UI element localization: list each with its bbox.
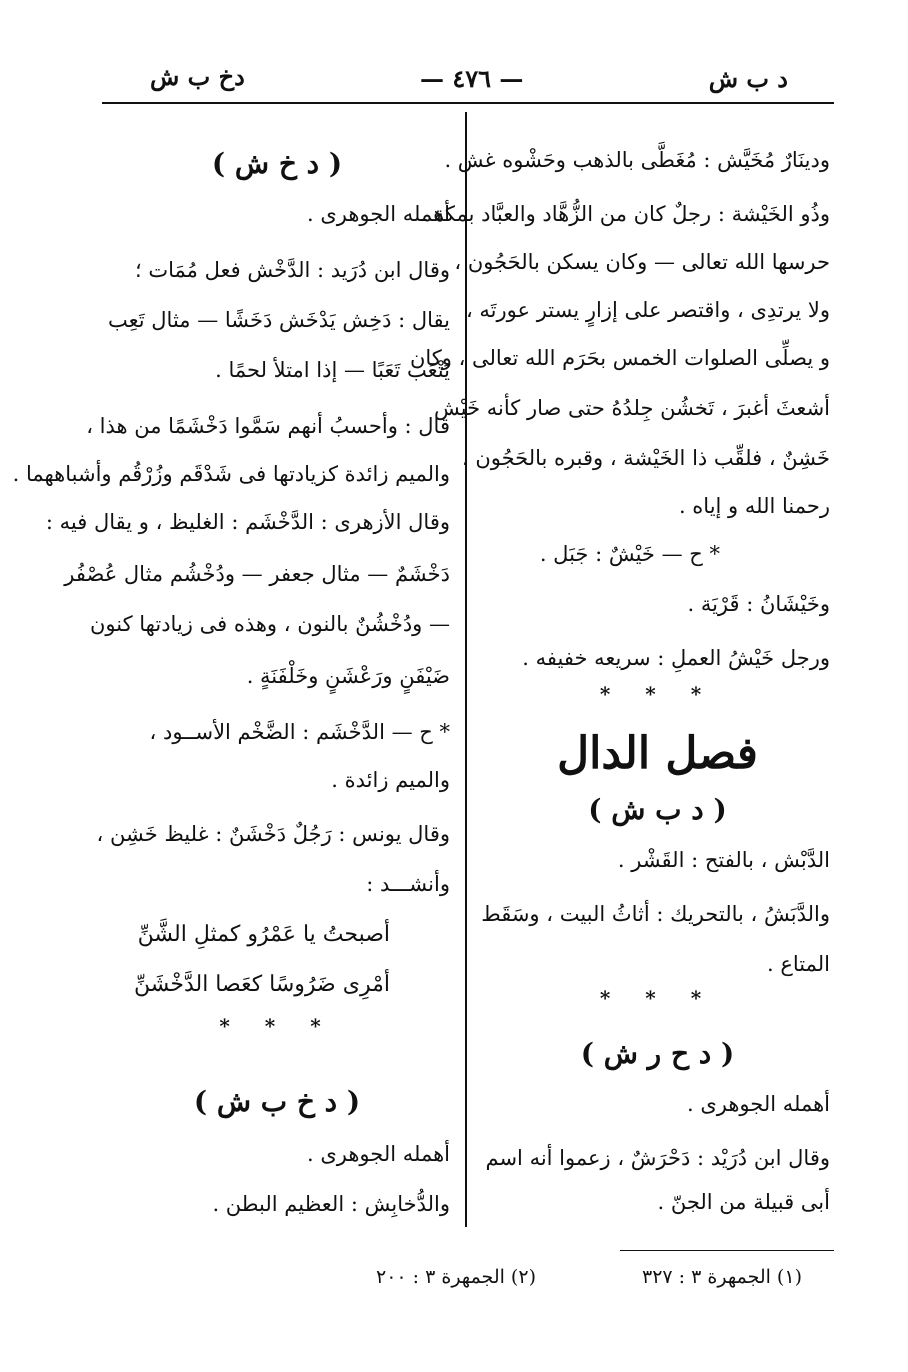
text-line: قال : وأحسبُ أنهم سَمَّوا دَخْشَمًا من هذا ، <box>86 414 450 438</box>
text-line: أهمله الجوهرى . <box>686 1092 830 1116</box>
text-line: و يصلِّى الصلوات الخمس بحَرَم الله تعالى ، وكان <box>409 346 830 370</box>
column-divider <box>465 112 467 1227</box>
header-rule <box>102 102 834 104</box>
text-line: وذُو الخَيْشة : رجلٌ كان من الزُّهَّاد والعبَّاد بمكة ـ <box>420 202 830 226</box>
section-heading: فصل الدال <box>557 728 758 779</box>
text-line: والميم زائدة . <box>331 768 450 792</box>
text-line: والدُّخابِش : العظيم البطن . <box>212 1192 450 1216</box>
text-line: خَشِنٌ ، فلقِّب ذا الخَيْشة ، وقبره بالحَجُون ، <box>461 446 830 470</box>
section-stars: * * * <box>599 682 716 706</box>
text-line: وأنشـــد : <box>366 872 450 896</box>
text-line: المتاع . <box>767 952 830 976</box>
text-line: وقال يونس : رَجُلٌ دَخْشَنٌ : غليظ خَشِن ، <box>96 822 450 846</box>
text-line: أهمله الجوهرى . <box>306 202 450 226</box>
text-line: يَتْعَب تَعَبًا — إذا امتلأ لحمًا . <box>215 358 450 382</box>
running-head-left: دخ ب ش <box>150 62 245 91</box>
text-line: * ح — خَيْشٌ : جَبَل . <box>539 542 720 566</box>
text-line: أبى قبيلة من الجنّ . <box>657 1190 830 1214</box>
text-line: ودينَارٌ مُخَيَّش : مُغَطَّى بالذهب وحَشْوه غش . <box>444 148 830 172</box>
section-stars: * * * <box>599 986 716 1010</box>
page-number: — ٤٧٦ — <box>420 64 524 93</box>
running-head-right: د ب ش <box>708 64 788 93</box>
text-line: وقال ابن دُرَيد : الدَّخْش فعل مُمَات ؛ <box>135 258 450 282</box>
root-heading: ( د خ ش ) <box>211 147 343 180</box>
text-line: ورجل خَيْشُ العملِ : سريعه خفيفه . <box>522 646 830 670</box>
text-line: يقال : دَخِش يَدْخَش دَخَشًا — مثال تَعِب <box>108 308 450 332</box>
root-heading: ( د ح ر ش ) <box>580 1037 735 1070</box>
text-line: — ودُخْشُنٌ بالنون ، وهذه فى زيادتها كنون <box>90 612 450 636</box>
text-line: والدَّبَشُ ، بالتحريك : أثاثُ البيت ، وسَقَط <box>481 902 830 926</box>
text-line: أهمله الجوهرى . <box>306 1142 450 1166</box>
section-stars: * * * <box>219 1014 335 1038</box>
root-heading: ( د خ ب ش ) <box>193 1085 361 1118</box>
text-line: دَخْشَمٌ — مثال جعفر — ودُخْشُم مثال عُصْفُر <box>64 562 450 586</box>
footnote-rule <box>620 1250 834 1251</box>
text-line: وقال ابن دُرَيْد : دَحْرَشٌ ، زعموا أنه اسم <box>485 1146 830 1170</box>
text-line: رحمنا الله و إياه . <box>678 494 830 518</box>
text-line: ولا يرتدِى ، واقتصر على إزارٍ يستر عورتَه ، <box>465 298 830 322</box>
text-line: ضَيْفَنٍ ورَعْشَنٍ وخَلْفَنَةٍ . <box>246 664 450 688</box>
text-line: * ح — الدَّخْشَم : الضَّخْم الأســود ، <box>149 720 450 744</box>
text-line: وقال الأزهرى : الدَّخْشَم : الغليظ ، و يقال فيه : <box>45 510 450 534</box>
footnote-2: (٢) الجمهرة ٣ : ٢٠٠ <box>376 1266 536 1288</box>
footnote-1: (١) الجمهرة ٣ : ٣٢٧ <box>642 1266 802 1288</box>
text-line: والميم زائدة كزيادتها فى شَدْقَم وزُرْقُم وأشباههما . <box>12 462 450 486</box>
verse-line: أمْرِى ضَرُوسًا كعَصا الدَّخْشَنِّ <box>133 972 390 997</box>
verse-line: أصبحتُ يا عَمْرُو كمثلِ الشَّنِّ <box>137 922 390 947</box>
text-line: الدَّبْش ، بالفتح : القَشْر . <box>617 848 830 872</box>
root-heading: ( د ب ش ) <box>588 793 727 826</box>
text-line: حرسها الله تعالى — وكان يسكن بالحَجُون ، <box>454 250 830 274</box>
text-line: أشعثَ أغبرَ ، تَخشُن جِلدُهُ حتى صار كأنه خَيْش <box>434 396 830 420</box>
text-line: وخَيْشَانُ : قَرْيَة . <box>687 592 830 616</box>
